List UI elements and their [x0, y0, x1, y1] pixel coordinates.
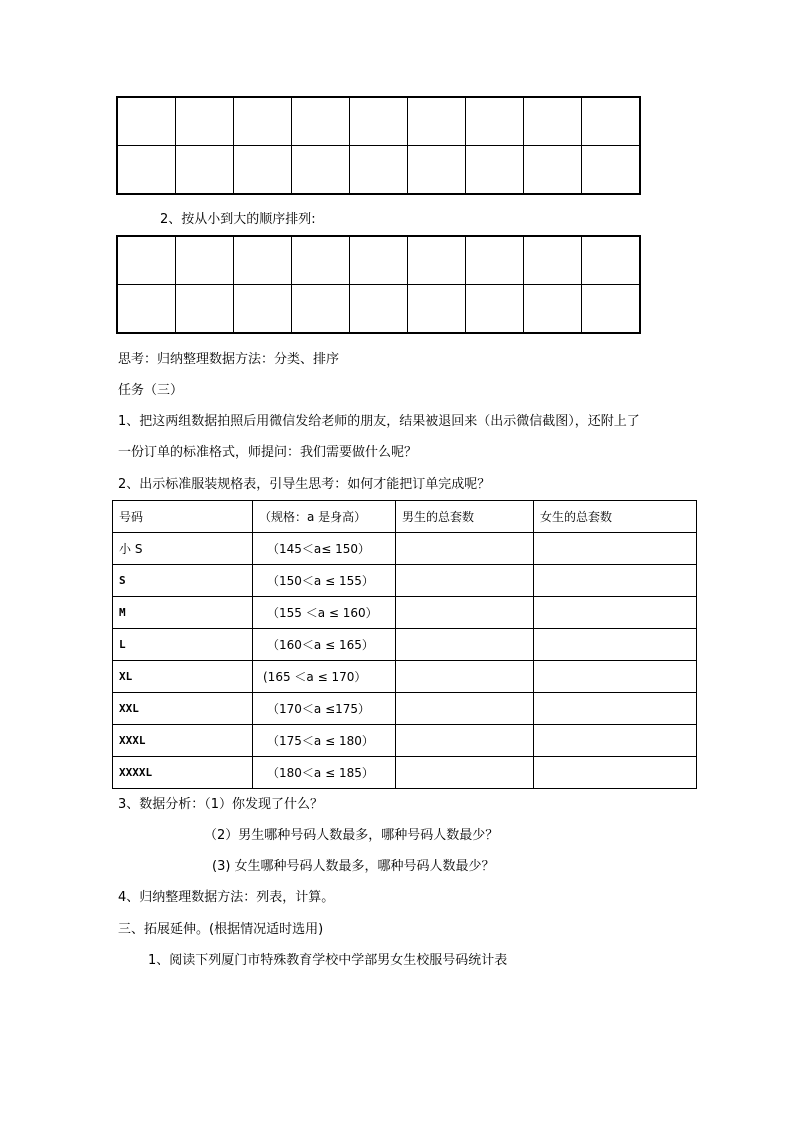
size-range: （145＜a≤ 150） — [253, 533, 396, 565]
size-range: （155 ＜a ≤ 160） — [253, 597, 396, 629]
task3-item1-line1: 1、把这两组数据拍照后用微信发给老师的朋友，结果被退回来（出示微信截图），还附上了 — [118, 414, 640, 429]
girls-count-cell — [534, 661, 697, 693]
girls-count-cell — [534, 725, 697, 757]
table-row — [113, 565, 697, 597]
header-code: 号码 — [113, 501, 253, 533]
size-range: （175＜a ≤ 180） — [253, 725, 396, 757]
girls-count-cell — [534, 565, 697, 597]
size-range: （150＜a ≤ 155） — [253, 565, 396, 597]
task3-item2: 2、出示标准服装规格表，引导生思考：如何才能把订单完成呢？ — [118, 477, 491, 492]
analysis-q3: (3) 女生哪种号码人数最多，哪种号码人数最少？ — [212, 859, 495, 874]
table-row — [113, 693, 697, 725]
boys-count-cell — [396, 565, 534, 597]
size-spec-table — [112, 500, 697, 789]
empty-grid-2 — [116, 235, 641, 334]
boys-count-cell — [396, 725, 534, 757]
table-row — [113, 757, 697, 789]
size-range: (165 ＜a ≤ 170） — [253, 661, 396, 693]
table-row — [113, 629, 697, 661]
task3-heading: 任务（三） — [118, 383, 184, 398]
analysis-item4: 4、归纳整理数据方法：列表，计算。 — [118, 890, 335, 905]
size-code: 小 S — [113, 533, 253, 565]
header-spec: （规格：a 是身高） — [253, 501, 396, 533]
girls-count-cell — [534, 693, 697, 725]
extension-item1: 1、阅读下列厦门市特殊教育学校中学部男女生校服号码统计表 — [148, 953, 508, 968]
size-range: （170＜a ≤175） — [253, 693, 396, 725]
girls-count-cell — [534, 757, 697, 789]
size-code: XL — [113, 661, 253, 693]
boys-count-cell — [396, 629, 534, 661]
boys-count-cell — [396, 661, 534, 693]
think-note: 思考：归纳整理数据方法：分类、排序 — [118, 352, 340, 367]
table-row — [113, 725, 697, 757]
size-code: XXXXL — [113, 757, 253, 789]
size-code: M — [113, 597, 253, 629]
header-girls-total: 女生的总套数 — [534, 501, 697, 533]
boys-count-cell — [396, 533, 534, 565]
boys-count-cell — [396, 597, 534, 629]
table-row — [113, 661, 697, 693]
girls-count-cell — [534, 629, 697, 661]
girls-count-cell — [534, 597, 697, 629]
table-row — [113, 533, 697, 565]
empty-grid-1 — [116, 96, 641, 195]
sort-instruction: 2、按从小到大的顺序排列: — [160, 212, 316, 227]
analysis-item3: 3、数据分析：（1）你发现了什么？ — [118, 797, 324, 812]
header-boys-total: 男生的总套数 — [396, 501, 534, 533]
extension-heading: 三、拓展延伸。(根据情况适时选用) — [118, 922, 324, 937]
analysis-q2: （2）男生哪种号码人数最多，哪种号码人数最少？ — [204, 828, 499, 843]
task3-item1-line2: 一份订单的标准格式，师提问：我们需要做什么呢？ — [118, 445, 418, 460]
size-range: （180＜a ≤ 185） — [253, 757, 396, 789]
boys-count-cell — [396, 757, 534, 789]
size-code: XXL — [113, 693, 253, 725]
boys-count-cell — [396, 693, 534, 725]
size-code: L — [113, 629, 253, 661]
girls-count-cell — [534, 533, 697, 565]
size-code: XXXL — [113, 725, 253, 757]
table-row — [113, 597, 697, 629]
table-header-row — [113, 501, 697, 533]
size-range: （160＜a ≤ 165） — [253, 629, 396, 661]
size-code: S — [113, 565, 253, 597]
